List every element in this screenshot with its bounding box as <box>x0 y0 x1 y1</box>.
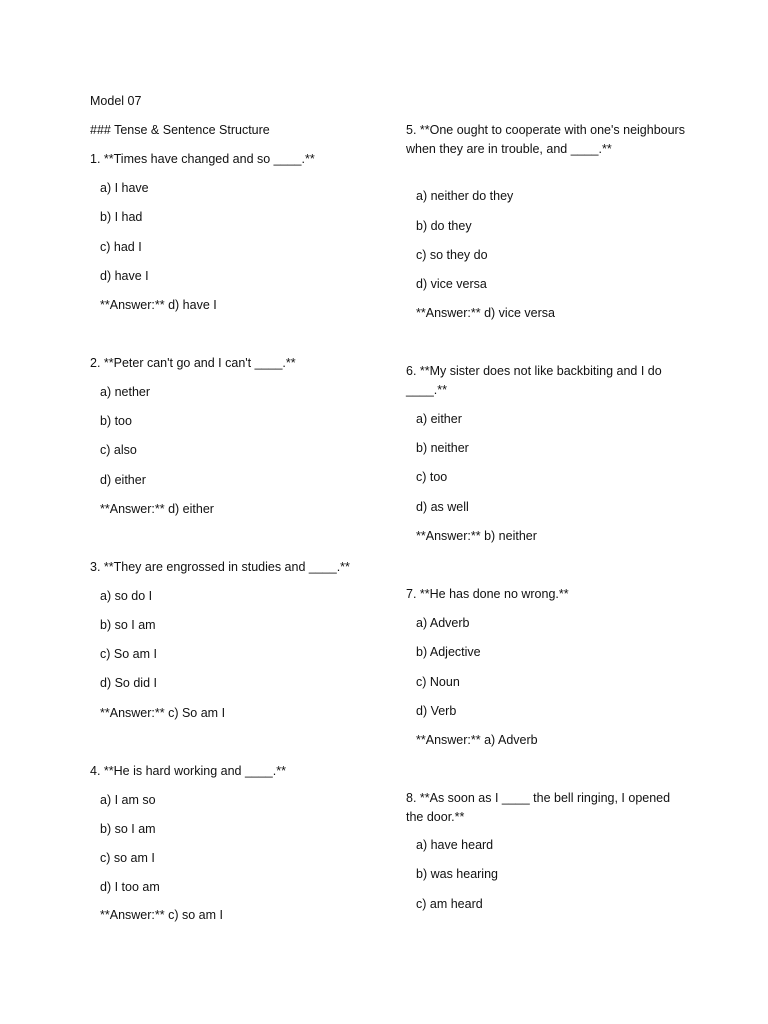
question-text: 2. **Peter can't go and I can't ____.** <box>90 356 296 370</box>
answer-option: a) have heard <box>416 838 494 852</box>
question-text: 3. **They are engrossed in studies and ____.** <box>90 560 350 574</box>
answer-key: **Answer:** b) neither <box>416 529 537 543</box>
answer-option: d) So did I <box>100 676 157 690</box>
answer-option: a) nether <box>100 385 151 399</box>
answer-option: b) I had <box>100 210 143 224</box>
question-text: 1. **Times have changed and so ____.** <box>90 152 315 166</box>
answer-key: **Answer:** c) so am I <box>100 908 223 922</box>
answer-option: d) either <box>100 473 146 487</box>
answer-option: d) Verb <box>416 704 457 718</box>
answer-key: **Answer:** d) vice versa <box>416 306 555 320</box>
answer-option: a) I have <box>100 181 149 195</box>
answer-option: a) neither do they <box>416 189 514 203</box>
answer-option: c) Noun <box>416 675 460 689</box>
answer-option: d) have I <box>100 269 149 283</box>
answer-key: **Answer:** c) So am I <box>100 706 226 720</box>
section-heading: ### Tense & Sentence Structure <box>90 123 270 137</box>
answer-option: c) had I <box>100 240 142 254</box>
answer-option: a) either <box>416 412 462 426</box>
answer-option: b) neither <box>416 441 469 455</box>
answer-option: c) so they do <box>416 248 488 262</box>
answer-option: a) so do I <box>100 589 153 603</box>
answer-option: b) so I am <box>100 618 156 632</box>
answer-key: **Answer:** a) Adverb <box>416 733 538 747</box>
answer-option: b) Adjective <box>416 645 481 659</box>
answer-option: c) So am I <box>100 647 157 661</box>
answer-option: b) was hearing <box>416 867 498 881</box>
answer-option: b) too <box>100 414 132 428</box>
question-text: 8. **As soon as I ____ the bell ringing, I opened the door.** <box>406 791 671 824</box>
answer-option: d) as well <box>416 500 469 514</box>
answer-option: c) so am I <box>100 851 155 865</box>
question-text: 4. **He is hard working and ____.** <box>90 764 286 778</box>
question-text: 6. **My sister does not like backbiting and I do ____.** <box>406 364 662 397</box>
answer-option: a) I am so <box>100 793 156 807</box>
answer-option: d) I too am <box>100 880 160 894</box>
question-text: 7. **He has done no wrong.** <box>406 587 569 601</box>
answer-option: c) too <box>416 470 448 484</box>
answer-option: c) am heard <box>416 897 483 911</box>
answer-option: a) Adverb <box>416 616 470 630</box>
answer-option: d) vice versa <box>416 277 487 291</box>
answer-option: c) also <box>100 443 137 457</box>
answer-option: b) do they <box>416 219 472 233</box>
document-title: Model 07 <box>90 94 142 108</box>
question-text: 5. **One ought to cooperate with one's neighbours when they are in trouble, and ____.** <box>406 123 685 156</box>
answer-key: **Answer:** d) either <box>100 502 214 516</box>
answer-key: **Answer:** d) have I <box>100 298 217 312</box>
answer-option: b) so I am <box>100 822 156 836</box>
